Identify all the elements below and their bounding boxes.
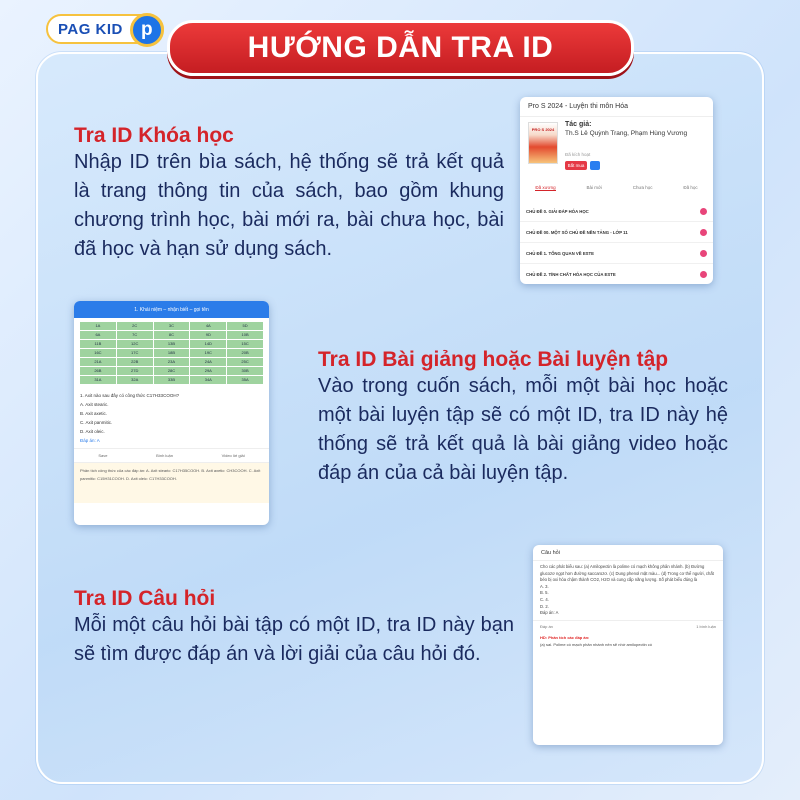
grid-cell: 34A	[190, 376, 226, 384]
grid-cell: 2C	[117, 322, 153, 330]
question-screenshot	[533, 545, 723, 745]
grid-cell: 27D	[117, 367, 153, 375]
chapter-label: CHỦ ĐỀ 1. TỔNG QUAN VỀ ESTE	[526, 250, 595, 256]
activation-status: Đã kích hoạt	[565, 152, 591, 157]
grid-cell: 3C	[154, 322, 190, 330]
grid-cell: 5D	[227, 322, 263, 330]
option-c: C. 4.	[540, 596, 549, 602]
grid-cell: 1A	[80, 322, 116, 330]
grid-cell: 4A	[190, 322, 226, 330]
grid-cell: 33B	[154, 376, 190, 384]
question-header: Câu hỏi	[533, 545, 723, 561]
grid-cell: 11B	[80, 340, 116, 348]
section-body-question: Mỗi một câu hỏi bài tập có một ID, tra ID này bạn sẽ tìm được đáp án và lời giải của câu hỏi đó.	[74, 614, 514, 665]
option-a: A. Axit stearic.	[80, 402, 109, 407]
lesson-action-bar	[74, 448, 269, 463]
comment-count: 1 bình luận	[696, 623, 716, 629]
grid-cell: 25C	[227, 358, 263, 366]
comment-button: Bình luận	[156, 453, 173, 458]
tab-2: Chưa học	[632, 185, 653, 190]
answer-label: Đáp án: A	[80, 438, 100, 443]
grid-cell: 24A	[190, 358, 226, 366]
grid-cell: 13B	[154, 340, 190, 348]
tab-0: Đã xương	[535, 185, 556, 190]
chat-icon	[590, 161, 600, 170]
option-d: D. Axit oleic.	[80, 429, 105, 434]
course-page-screenshot	[520, 97, 713, 284]
save-button: Save	[98, 453, 108, 458]
pagkid-logo	[46, 14, 164, 44]
chevron-icon	[700, 271, 707, 278]
buy-button: Bắt mua	[565, 161, 587, 170]
section-title-lesson: Tra ID Bài giảng hoặc Bài luyện tập	[318, 348, 669, 371]
grid-cell: 26B	[80, 367, 116, 375]
grid-cell: 29A	[190, 367, 226, 375]
chapter-list	[520, 201, 713, 284]
question-text: 1. Axit nào sau đây có công thức C17H33COOH?	[80, 393, 180, 398]
chevron-icon	[700, 208, 707, 215]
grid-cell: 9D	[190, 331, 226, 339]
solution-text: Phân tích công thức của các đáp án: A. Axit stearic: C17H35COOH. B. Axit axetic: CH3COOH. C. Axit panmitic: C15H31COOH. D. Axit oleic: C17H33COOH.	[74, 463, 269, 503]
grid-cell: 21A	[80, 358, 116, 366]
list-item	[520, 201, 713, 222]
list-item	[520, 243, 713, 264]
lesson-header: 1. Khái niệm – nhận biết – gọi tên	[74, 301, 269, 318]
logo-text: PAG KID	[58, 20, 123, 38]
option-b: B. 5.	[540, 590, 549, 596]
grid-cell: 8C	[154, 331, 190, 339]
question-block	[74, 388, 269, 448]
grid-cell: 28C	[154, 367, 190, 375]
answer-grid	[74, 318, 269, 388]
video-solution-button: Video lời giải	[221, 453, 245, 458]
grid-cell: 18B	[154, 349, 190, 357]
author-name: Th.S Lê Quỳnh Trang, Phạm Hùng Vương	[565, 129, 688, 137]
option-c: C. Axit panmitic.	[80, 420, 113, 425]
question-body	[533, 561, 723, 620]
page-title: HƯỚNG DẪN TRA ID	[167, 20, 634, 76]
grid-cell: 7C	[117, 331, 153, 339]
author-info	[565, 121, 687, 138]
author-label: Tác giả:	[565, 121, 592, 128]
tab-1: Bài mới	[586, 185, 602, 190]
grid-cell: 31A	[80, 376, 116, 384]
option-a: A. 3.	[540, 583, 549, 589]
grid-cell: 10B	[227, 331, 263, 339]
book-cover: PRO S 2024	[528, 122, 558, 164]
solution-line: (a) sai. Polime có mạch phân nhánh nên sẽ nhớ amilopectin có	[540, 641, 653, 647]
grid-cell: 20B	[227, 349, 263, 357]
question-action-bar	[533, 620, 723, 632]
chevron-icon	[700, 250, 707, 257]
chapter-label: CHỦ ĐỀ 0. GIẢI ĐÁP HÓA HỌC	[526, 208, 589, 214]
grid-cell: 22B	[117, 358, 153, 366]
chevron-icon	[700, 229, 707, 236]
option-d: D. 2.	[540, 603, 549, 609]
solution-title: HD: Phân tích các đáp án:	[540, 634, 590, 640]
chapter-label: CHỦ ĐỀ 00. MỘT SỐ CHỦ ĐỀ NỀN TẢNG - LỚP 11	[526, 229, 628, 235]
grid-cell: 15C	[227, 340, 263, 348]
grid-cell: 23A	[154, 358, 190, 366]
section-title-course: Tra ID Khóa học	[74, 124, 234, 147]
section-title-question: Tra ID Câu hỏi	[74, 587, 216, 610]
grid-cell: 14D	[190, 340, 226, 348]
option-b: B. Axit axetic.	[80, 411, 108, 416]
grid-cell: 35A	[227, 376, 263, 384]
grid-cell: 17C	[117, 349, 153, 357]
answer-tab: Đáp án	[540, 623, 553, 629]
answer-label: Đáp án: A	[540, 610, 559, 616]
course-tabs	[520, 185, 713, 191]
grid-cell: 12C	[117, 340, 153, 348]
grid-cell: 32A	[117, 376, 153, 384]
course-header: Pro S 2024 - Luyện thi môn Hóa	[520, 97, 713, 117]
list-item	[520, 264, 713, 284]
grid-cell: 30B	[227, 367, 263, 375]
section-body-lesson: Vào trong cuốn sách, mỗi một bài học hoặc một bài luyện tập sẽ có một ID, tra ID này hệ thống sẽ trả kết quả là bài giảng video hoặc đáp án của cả bài luyện tập.	[318, 375, 728, 484]
grid-cell: 19C	[190, 349, 226, 357]
section-body-course: Nhập ID trên bìa sách, hệ thống sẽ trả kết quả là trang thông tin của sách, bao gồm khung chương trình học, bài mới ra, bài chưa học, bài đã học và hạn sử dụng sách.	[74, 151, 504, 260]
grid-cell: 16C	[80, 349, 116, 357]
solution-block	[533, 632, 723, 650]
list-item	[520, 222, 713, 243]
lesson-screenshot	[74, 301, 269, 525]
tab-3: Đã học	[683, 185, 698, 190]
question-text: Cho các phát biểu sau: (a) Amilopectin là polime có mạch không phân nhánh. (b) Đường glucozơ ngọt hơn đường saccarozơ. (c) Dung phenol mặt màu... (d) Trong cơ thể người, chất béo bị oxi hóa chậm thành CO2, H2O và cung cấp năng lượng. Số phát biểu đúng là	[540, 564, 714, 583]
chapter-label: CHỦ ĐỀ 2. TÍNH CHẤT HÓA HỌC CỦA ESTE	[526, 271, 616, 277]
logo-mark-icon: p	[130, 13, 164, 47]
grid-cell: 6A	[80, 331, 116, 339]
